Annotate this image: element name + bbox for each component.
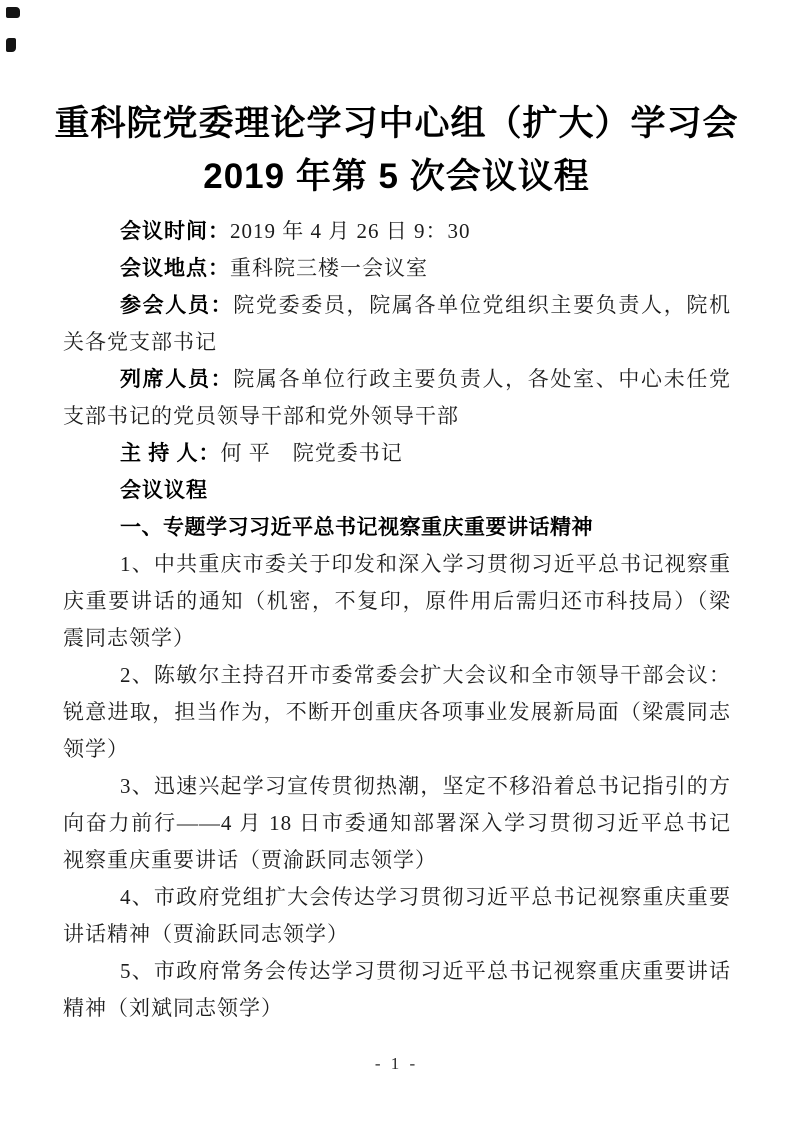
meeting-place-value: 重科院三楼一会议室 [230, 256, 428, 280]
document-title [30, 97, 763, 203]
observers-label: 列席人员： [120, 367, 234, 391]
agenda-heading: 会议议程 [120, 478, 208, 502]
meeting-time-label: 会议时间： [120, 219, 230, 243]
host-value: 何 平 院党委书记 [220, 441, 403, 465]
attendees-label: 参会人员： [120, 293, 234, 317]
meeting-place-label: 会议地点： [120, 256, 230, 280]
document-body [63, 213, 731, 1027]
scan-artifact-speck [6, 38, 16, 52]
meta-row-host [63, 435, 731, 472]
agenda-section-title: 一、专题学习习近平总书记视察重庆重要讲话精神 [120, 516, 593, 539]
agenda-item-2: 2、陈敏尔主持召开市委常委会扩大会议和全市领导干部会议：锐意进取，担当作为，不断开创重庆各项事业发展新局面（梁震同志领学） [63, 663, 731, 761]
host-label: 主 持 人： [120, 441, 221, 465]
title-line-1: 重科院党委理论学习中心组（扩大）学习会 [54, 104, 739, 143]
meta-row-meeting-place [63, 250, 731, 287]
meeting-time-value: 2019 年 4 月 26 日 9：30 [230, 219, 471, 243]
title-line-2: 2019 年第 5 次会议议程 [203, 157, 590, 196]
agenda-item-5: 5、市政府常务会传达学习贯彻习近平总书记视察重庆重要讲话精神（刘斌同志领学） [63, 959, 731, 1020]
meta-row-attendees [63, 287, 731, 361]
observers-value: 院属各单位行政主要负责人，各处室、中心未任党支部书记的党员领导干部和党外领导干部 [63, 367, 732, 428]
agenda-item-3: 3、迅速兴起学习宣传贯彻热潮，坚定不移沿着总书记指引的方向奋力前行——4 月 18 日市委通知部署深入学习贯彻习近平总书记视察重庆重要讲话（贾渝跃同志领学） [63, 774, 731, 872]
attendees-value: 院党委委员，院属各单位党组织主要负责人，院机关各党支部书记 [63, 293, 732, 354]
meta-row-observers [63, 361, 731, 435]
agenda-item-1: 1、中共重庆市委关于印发和深入学习贯彻习近平总书记视察重庆重要讲话的通知（机密，不复印，原件用后需归还市科技局）（梁震同志领学） [63, 552, 731, 650]
page-number: - 1 - [374, 1054, 419, 1073]
agenda-item-4: 4、市政府党组扩大会传达学习贯彻习近平总书记视察重庆重要讲话精神（贾渝跃同志领学） [63, 885, 731, 946]
meta-row-meeting-time [63, 213, 731, 250]
scan-artifact-speck [6, 7, 20, 18]
